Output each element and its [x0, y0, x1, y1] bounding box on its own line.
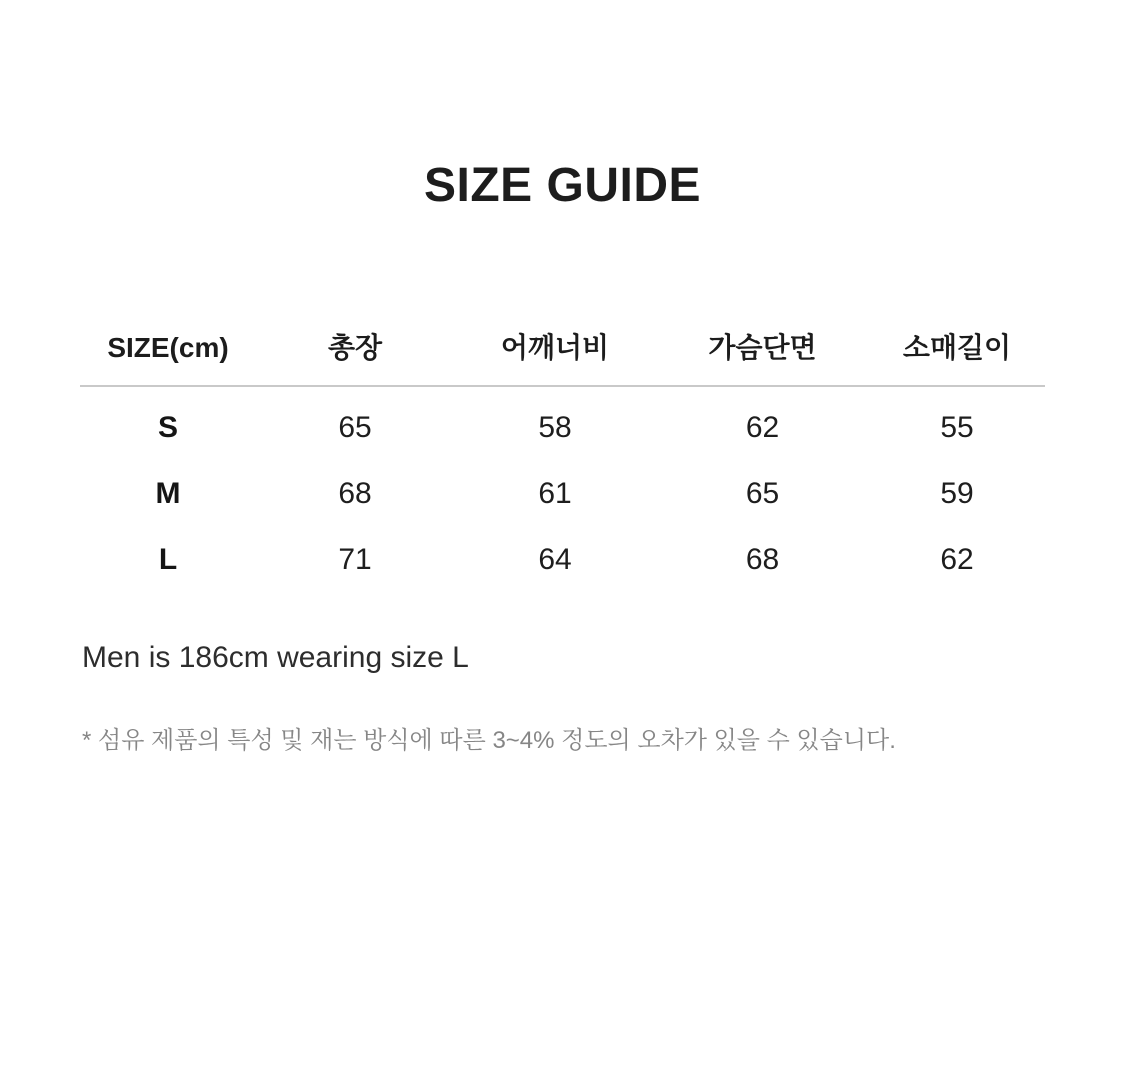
measurement-cell: 62: [940, 542, 974, 576]
measurement-cell: 65: [745, 476, 780, 510]
column-header-chest-width: 가슴단면: [656, 331, 869, 386]
measurement-cell: 71: [338, 542, 372, 576]
measurement-cell: 65: [338, 410, 372, 444]
column-header-size: SIZE(cm): [80, 331, 256, 386]
page-title: SIZE GUIDE: [423, 159, 702, 212]
column-header-shoulder-width: 어깨너비: [454, 331, 656, 386]
measurement-cell: 58: [538, 410, 572, 444]
measurement-cell: 62: [745, 410, 780, 444]
size-guide-table: [80, 331, 1045, 593]
table-header-row: [80, 331, 1045, 386]
disclaimer-note: * 섬유 제품의 특성 및 재는 방식에 따른 3~4% 정도의 오차가 있을 수 있습니다.: [82, 726, 896, 754]
size-label-cell: S: [157, 410, 178, 444]
measurement-cell: 55: [940, 410, 974, 444]
measurement-cell: 64: [538, 542, 572, 576]
measurement-cell: 61: [538, 476, 572, 510]
measurement-cell: 68: [745, 542, 780, 576]
size-label-cell: L: [158, 542, 178, 576]
size-row-s: [80, 386, 1045, 461]
measurement-cell: 68: [338, 476, 372, 510]
column-header-sleeve-length: 소매길이: [869, 331, 1045, 386]
measurement-cell: 59: [940, 476, 974, 510]
size-row-l: [80, 527, 1045, 593]
size-row-m: [80, 461, 1045, 527]
fit-note: Men is 186cm wearing size L: [82, 640, 469, 674]
column-header-total-length: 총장: [256, 331, 454, 386]
size-label-cell: M: [155, 476, 181, 510]
